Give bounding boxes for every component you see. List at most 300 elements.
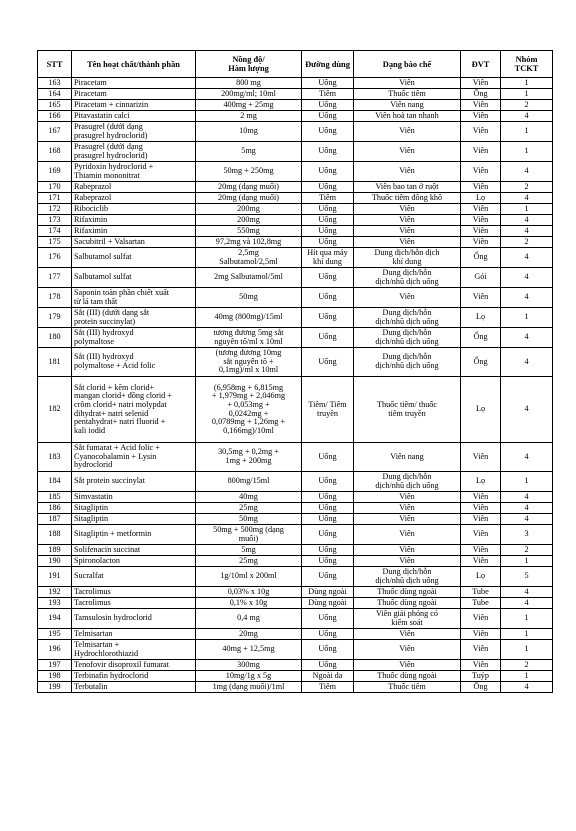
cell-stt: 173 <box>38 215 72 226</box>
cell-form: Thuốc tiêm <box>354 682 461 693</box>
cell-route: Uống <box>302 328 354 348</box>
cell-form: Viên <box>354 226 461 237</box>
cell-group: 3 <box>501 525 553 545</box>
cell-form: Viên hoà tan nhanh <box>354 111 461 122</box>
cell-concentration: 1mg (dạng muối)/1ml <box>196 682 302 693</box>
cell-name: Sucralfat <box>72 567 196 587</box>
cell-name: Tenofovir disoproxil fumarat <box>72 660 196 671</box>
cell-stt: 170 <box>38 182 72 193</box>
cell-form: Viên bao tan ở ruột <box>354 182 461 193</box>
cell-group: 1 <box>501 308 553 328</box>
table-row <box>38 640 553 660</box>
cell-route: Uống <box>302 78 354 89</box>
table-row <box>38 268 553 288</box>
cell-route: Uống <box>302 443 354 472</box>
cell-unit: Ống <box>461 328 501 348</box>
table-row <box>38 587 553 598</box>
cell-group: 1 <box>501 78 553 89</box>
cell-unit: Viên <box>461 492 501 503</box>
cell-unit: Tuýp <box>461 671 501 682</box>
cell-form: Viên <box>354 237 461 248</box>
cell-route: Uống <box>302 492 354 503</box>
cell-unit: Viên <box>461 111 501 122</box>
cell-name: Piracetam <box>72 78 196 89</box>
cell-name: Pyridoxin hydroclorid + Thiamin mononitrat <box>72 162 196 182</box>
cell-route: Uống <box>302 288 354 308</box>
table-row <box>38 182 553 193</box>
cell-concentration: 50mg <box>196 514 302 525</box>
cell-group: 2 <box>501 237 553 248</box>
cell-group: 2 <box>501 100 553 111</box>
cell-unit: Viên <box>461 514 501 525</box>
cell-stt: 180 <box>38 328 72 348</box>
table-row <box>38 598 553 609</box>
cell-concentration: 0,1% x 10g <box>196 598 302 609</box>
cell-stt: 184 <box>38 472 72 492</box>
cell-concentration: 5mg <box>196 142 302 162</box>
cell-form: Viên <box>354 288 461 308</box>
cell-route: Uống <box>302 308 354 328</box>
cell-form: Viên <box>354 545 461 556</box>
table-row <box>38 472 553 492</box>
cell-route: Tiêm <box>302 193 354 204</box>
cell-unit: Viên <box>461 162 501 182</box>
cell-stt: 169 <box>38 162 72 182</box>
table-row <box>38 492 553 503</box>
table-row <box>38 348 553 377</box>
cell-concentration: 2mg Salbutamol/5ml <box>196 268 302 288</box>
cell-group: 2 <box>501 545 553 556</box>
cell-stt: 190 <box>38 556 72 567</box>
cell-name: Sacubitril + Valsartan <box>72 237 196 248</box>
cell-stt: 195 <box>38 629 72 640</box>
table-row <box>38 377 553 443</box>
cell-group: 1 <box>501 89 553 100</box>
cell-concentration: 0,03% x 10g <box>196 587 302 598</box>
table-row <box>38 609 553 629</box>
cell-name: Simvastatin <box>72 492 196 503</box>
table-row <box>38 122 553 142</box>
table-row <box>38 525 553 545</box>
cell-name: Tacrolimus <box>72 598 196 609</box>
cell-form: Viên <box>354 204 461 215</box>
cell-name: Tamsulosin hydroclorid <box>72 609 196 629</box>
cell-route: Uống <box>302 556 354 567</box>
cell-route: Uống <box>302 503 354 514</box>
cell-route: Uống <box>302 609 354 629</box>
cell-form: Viên <box>354 629 461 640</box>
cell-unit: Lọ <box>461 472 501 492</box>
cell-concentration: 2 mg <box>196 111 302 122</box>
cell-name: Rifaximin <box>72 226 196 237</box>
table-row <box>38 162 553 182</box>
cell-concentration: 0,4 mg <box>196 609 302 629</box>
cell-stt: 175 <box>38 237 72 248</box>
cell-group: 1 <box>501 556 553 567</box>
table-row <box>38 248 553 268</box>
cell-form: Dung dịch/hỗn dịch/nhũ dịch uống <box>354 308 461 328</box>
cell-route: Uống <box>302 348 354 377</box>
cell-group: 2 <box>501 660 553 671</box>
cell-name: Rabeprazol <box>72 182 196 193</box>
cell-unit: Ống <box>461 682 501 693</box>
cell-name: Sắt clorid + kẽm clorid+ mangan clorid+ đồng clorid + crôm clorid+ natri molypdat dihydrat+ natri selenid pentahydrat+ natri fluorid + kali iodid <box>72 377 196 443</box>
header-stt: STT <box>38 51 72 78</box>
cell-group: 4 <box>501 328 553 348</box>
cell-unit: Ống <box>461 89 501 100</box>
cell-unit: Tube <box>461 598 501 609</box>
cell-concentration: (6,958mg + 6,815mg + 1,979mg + 2,046mg + 0,053mg + 0,0242mg + 0,0789mg + 1,26mg + 0,166mg)/10ml <box>196 377 302 443</box>
cell-stt: 179 <box>38 308 72 328</box>
cell-route: Uống <box>302 525 354 545</box>
cell-form: Thuốc dùng ngoài <box>354 587 461 598</box>
cell-name: Prasugrel (dưới dạng prasugrel hydroclorid) <box>72 122 196 142</box>
table-row <box>38 89 553 100</box>
cell-name: Terbinafin hydroclorid <box>72 671 196 682</box>
cell-stt: 197 <box>38 660 72 671</box>
cell-group: 4 <box>501 111 553 122</box>
cell-form: Dung dịch/hỗn dịch/nhũ dịch uống <box>354 328 461 348</box>
cell-form: Dung dịch/hỗn dịch/nhũ dịch uống <box>354 472 461 492</box>
cell-route: Uống <box>302 100 354 111</box>
cell-name: Pitavastatin calci <box>72 111 196 122</box>
cell-group: 1 <box>501 640 553 660</box>
cell-concentration: 200mg/ml; 10ml <box>196 89 302 100</box>
cell-route: Uống <box>302 142 354 162</box>
cell-group: 4 <box>501 248 553 268</box>
table-row <box>38 308 553 328</box>
table-row <box>38 215 553 226</box>
cell-concentration: 2,5mg Salbutamol/2,5ml <box>196 248 302 268</box>
cell-unit: Viên <box>461 237 501 248</box>
cell-unit: Lọ <box>461 377 501 443</box>
cell-unit: Lọ <box>461 567 501 587</box>
cell-form: Viên <box>354 122 461 142</box>
cell-concentration: 200mg <box>196 215 302 226</box>
cell-concentration: 300mg <box>196 660 302 671</box>
cell-group: 4 <box>501 226 553 237</box>
cell-concentration: 10mg/1g x 5g <box>196 671 302 682</box>
header-form: Dạng bào chế <box>354 51 461 78</box>
cell-name: Rifaximin <box>72 215 196 226</box>
table-row <box>38 237 553 248</box>
cell-form: Thuốc tiêm/ thuốc tiêm truyền <box>354 377 461 443</box>
cell-group: 4 <box>501 587 553 598</box>
cell-stt: 186 <box>38 503 72 514</box>
cell-stt: 176 <box>38 248 72 268</box>
cell-unit: Viên <box>461 556 501 567</box>
table-row <box>38 660 553 671</box>
cell-route: Uống <box>302 545 354 556</box>
cell-stt: 192 <box>38 587 72 598</box>
cell-route: Uống <box>302 226 354 237</box>
cell-stt: 171 <box>38 193 72 204</box>
cell-form: Viên <box>354 142 461 162</box>
table-row <box>38 328 553 348</box>
header-group: Nhóm TCKT <box>501 51 553 78</box>
cell-stt: 166 <box>38 111 72 122</box>
cell-name: Telmisartan <box>72 629 196 640</box>
cell-group: 4 <box>501 193 553 204</box>
cell-form: Dung dịch/hỗn dịch/nhũ dịch uống <box>354 567 461 587</box>
cell-route: Uống <box>302 472 354 492</box>
cell-concentration: 50mg + 500mg (dạng muối) <box>196 525 302 545</box>
table-row <box>38 545 553 556</box>
cell-concentration: 25mg <box>196 556 302 567</box>
cell-concentration: 1g/10ml x 200ml <box>196 567 302 587</box>
table-row <box>38 682 553 693</box>
cell-unit: Viên <box>461 503 501 514</box>
cell-group: 4 <box>501 492 553 503</box>
cell-group: 4 <box>501 377 553 443</box>
cell-group: 1 <box>501 629 553 640</box>
cell-form: Dung dịch/hỗn dịch/nhũ dịch uống <box>354 348 461 377</box>
cell-name: Piracetam + cinnarizin <box>72 100 196 111</box>
cell-form: Dung dịch/hỗn dịch/nhũ dịch uống <box>354 268 461 288</box>
cell-route: Tiêm <box>302 682 354 693</box>
table-row <box>38 100 553 111</box>
cell-route: Uống <box>302 660 354 671</box>
cell-unit: Lọ <box>461 193 501 204</box>
cell-stt: 165 <box>38 100 72 111</box>
cell-route: Uống <box>302 640 354 660</box>
cell-stt: 181 <box>38 348 72 377</box>
cell-name: Sắt protein succinylat <box>72 472 196 492</box>
cell-route: Tiêm/ Tiêm truyền <box>302 377 354 443</box>
cell-concentration: 50mg + 250mg <box>196 162 302 182</box>
cell-unit: Viên <box>461 142 501 162</box>
cell-unit: Viên <box>461 660 501 671</box>
cell-name: Salbutamol sulfat <box>72 268 196 288</box>
cell-stt: 168 <box>38 142 72 162</box>
cell-name: Ribociclib <box>72 204 196 215</box>
header-name: Tên hoạt chất/thành phần <box>72 51 196 78</box>
cell-route: Uống <box>302 268 354 288</box>
cell-stt: 185 <box>38 492 72 503</box>
cell-form: Viên <box>354 514 461 525</box>
cell-stt: 199 <box>38 682 72 693</box>
cell-name: Piracetam <box>72 89 196 100</box>
cell-route: Dùng ngoài <box>302 598 354 609</box>
cell-group: 4 <box>501 348 553 377</box>
cell-unit: Viên <box>461 204 501 215</box>
cell-route: Uống <box>302 629 354 640</box>
cell-route: Ngoài da <box>302 671 354 682</box>
table-row <box>38 671 553 682</box>
cell-unit: Viên <box>461 100 501 111</box>
cell-route: Uống <box>302 111 354 122</box>
cell-name: Saponin toàn phần chiết xuất từ lá tam thất <box>72 288 196 308</box>
cell-group: 1 <box>501 671 553 682</box>
cell-concentration: 97,2mg và 102,8mg <box>196 237 302 248</box>
cell-route: Tiêm <box>302 89 354 100</box>
table-row <box>38 226 553 237</box>
cell-form: Viên nang <box>354 100 461 111</box>
cell-unit: Viên <box>461 226 501 237</box>
cell-group: 4 <box>501 162 553 182</box>
cell-unit: Ống <box>461 248 501 268</box>
header-concentration: Nồng độ/ Hàm lượng <box>196 51 302 78</box>
cell-stt: 163 <box>38 78 72 89</box>
cell-group: 1 <box>501 122 553 142</box>
cell-stt: 172 <box>38 204 72 215</box>
cell-unit: Viên <box>461 443 501 472</box>
table-header-row <box>38 51 553 78</box>
cell-form: Viên giải phóng có kiểm soát <box>354 609 461 629</box>
header-unit: ĐVT <box>461 51 501 78</box>
cell-stt: 182 <box>38 377 72 443</box>
cell-stt: 187 <box>38 514 72 525</box>
table-row <box>38 503 553 514</box>
cell-name: Sitagliptin <box>72 514 196 525</box>
cell-form: Dung dịch/hỗn dịch khí dung <box>354 248 461 268</box>
table-row <box>38 193 553 204</box>
cell-group: 1 <box>501 472 553 492</box>
cell-name: Sắt (III) (dưới dạng sắt protein succinylat) <box>72 308 196 328</box>
cell-concentration: tương đương 5mg sắt nguyên tố/ml x 10ml <box>196 328 302 348</box>
cell-route: Uống <box>302 182 354 193</box>
table-row <box>38 556 553 567</box>
cell-form: Viên <box>354 660 461 671</box>
cell-concentration: 50mg <box>196 288 302 308</box>
table-row <box>38 78 553 89</box>
cell-unit: Viên <box>461 545 501 556</box>
table-row <box>38 514 553 525</box>
cell-stt: 167 <box>38 122 72 142</box>
cell-stt: 193 <box>38 598 72 609</box>
table-row <box>38 142 553 162</box>
cell-unit: Ống <box>461 348 501 377</box>
cell-unit: Gói <box>461 268 501 288</box>
cell-concentration: (tương đương 10mg sắt nguyên tố + 0,1mg)/ml x 10ml <box>196 348 302 377</box>
cell-group: 1 <box>501 204 553 215</box>
cell-stt: 189 <box>38 545 72 556</box>
cell-concentration: 800mg/15ml <box>196 472 302 492</box>
table-row <box>38 204 553 215</box>
cell-form: Viên <box>354 556 461 567</box>
cell-concentration: 5mg <box>196 545 302 556</box>
cell-stt: 198 <box>38 671 72 682</box>
cell-group: 4 <box>501 288 553 308</box>
cell-concentration: 200mg <box>196 204 302 215</box>
cell-concentration: 400mg + 25mg <box>196 100 302 111</box>
cell-stt: 178 <box>38 288 72 308</box>
cell-name: Sitagliptin <box>72 503 196 514</box>
cell-name: Sitagliptin + metformin <box>72 525 196 545</box>
cell-form: Thuốc dùng ngoài <box>354 598 461 609</box>
cell-group: 1 <box>501 142 553 162</box>
cell-unit: Viên <box>461 215 501 226</box>
cell-group: 4 <box>501 268 553 288</box>
cell-concentration: 40mg + 12,5mg <box>196 640 302 660</box>
cell-form: Viên <box>354 492 461 503</box>
cell-group: 5 <box>501 567 553 587</box>
cell-group: 2 <box>501 182 553 193</box>
cell-route: Uống <box>302 237 354 248</box>
cell-unit: Viên <box>461 609 501 629</box>
cell-route: Uống <box>302 514 354 525</box>
cell-form: Viên <box>354 162 461 182</box>
cell-group: 4 <box>501 215 553 226</box>
cell-unit: Lọ <box>461 308 501 328</box>
cell-stt: 164 <box>38 89 72 100</box>
cell-unit: Viên <box>461 122 501 142</box>
cell-concentration: 20mg <box>196 629 302 640</box>
cell-route: Dùng ngoài <box>302 587 354 598</box>
cell-concentration: 20mg (dạng muối) <box>196 182 302 193</box>
cell-unit: Tube <box>461 587 501 598</box>
cell-concentration: 20mg (dạng muối) <box>196 193 302 204</box>
cell-group: 4 <box>501 682 553 693</box>
cell-form: Thuốc tiêm đông khô <box>354 193 461 204</box>
cell-form: Viên <box>354 503 461 514</box>
cell-concentration: 10mg <box>196 122 302 142</box>
cell-stt: 177 <box>38 268 72 288</box>
cell-name: Telmisartan + Hydrochlorothiazid <box>72 640 196 660</box>
table-row <box>38 111 553 122</box>
table-body <box>38 78 553 693</box>
cell-concentration: 25mg <box>196 503 302 514</box>
cell-unit: Viên <box>461 525 501 545</box>
cell-name: Sắt (III) hydroxyd polymaltose + Acid folic <box>72 348 196 377</box>
cell-route: Uống <box>302 162 354 182</box>
cell-name: Prasugrel (dưới dạng prasugrel hydroclorid) <box>72 142 196 162</box>
cell-name: Sắt fumarat + Acid folic + Cyanocobalamin + Lysin hydroclorid <box>72 443 196 472</box>
cell-unit: Viên <box>461 182 501 193</box>
cell-name: Solifenacin succinat <box>72 545 196 556</box>
table-row <box>38 443 553 472</box>
cell-form: Thuốc tiêm <box>354 89 461 100</box>
cell-concentration: 30,5mg + 0,2mg + 1mg + 200mg <box>196 443 302 472</box>
cell-name: Salbutamol sulfat <box>72 248 196 268</box>
cell-group: 4 <box>501 598 553 609</box>
cell-stt: 194 <box>38 609 72 629</box>
cell-route: Uống <box>302 122 354 142</box>
cell-name: Sắt (III) hydroxyd polymaltose <box>72 328 196 348</box>
cell-form: Viên <box>354 525 461 545</box>
cell-group: 1 <box>501 609 553 629</box>
cell-name: Rabeprazol <box>72 193 196 204</box>
drug-list-table <box>37 50 553 693</box>
header-route: Đường dùng <box>302 51 354 78</box>
cell-concentration: 550mg <box>196 226 302 237</box>
cell-form: Viên <box>354 215 461 226</box>
cell-form: Thuốc dùng ngoài <box>354 671 461 682</box>
cell-concentration: 800 mg <box>196 78 302 89</box>
cell-unit: Viên <box>461 78 501 89</box>
cell-stt: 191 <box>38 567 72 587</box>
cell-concentration: 40mg (800mg)/15ml <box>196 308 302 328</box>
cell-name: Terbutalin <box>72 682 196 693</box>
table-row <box>38 629 553 640</box>
cell-form: Viên <box>354 78 461 89</box>
cell-name: Spironolacton <box>72 556 196 567</box>
cell-route: Uống <box>302 215 354 226</box>
cell-stt: 183 <box>38 443 72 472</box>
cell-form: Viên nang <box>354 443 461 472</box>
table-row <box>38 288 553 308</box>
cell-group: 4 <box>501 443 553 472</box>
cell-route: Uống <box>302 204 354 215</box>
cell-unit: Viên <box>461 640 501 660</box>
cell-form: Viên <box>354 640 461 660</box>
cell-group: 4 <box>501 514 553 525</box>
cell-name: Tacrolimus <box>72 587 196 598</box>
cell-group: 4 <box>501 503 553 514</box>
cell-unit: Viên <box>461 629 501 640</box>
cell-stt: 196 <box>38 640 72 660</box>
cell-unit: Viên <box>461 288 501 308</box>
